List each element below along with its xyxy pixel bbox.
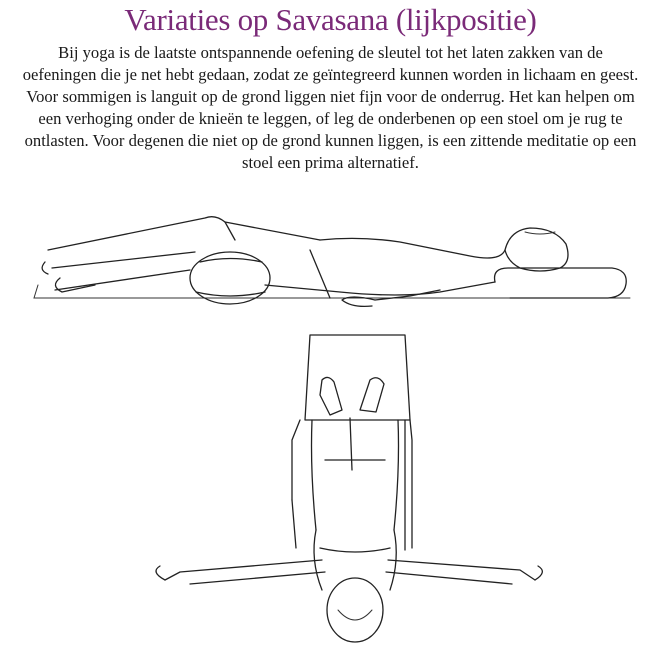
page-title: Variaties op Savasana (lijkpositie) [124,2,537,37]
intro-paragraph: Bij yoga is de laatste ontspannende oefening de sleutel tot het laten zakken van de oefeningen die je net hebt gedaan, zodat ze geïntegreerd kunnen worden in lichaam en geest. Voor sommigen is languit op de grond liggen niet fijn voor de onderrug. Het kan helpen om een verhoging onder de knieën te leggen, of leg de onderbenen op een stoel om je rug te ontlasten. Voor degenen die niet op de grond kunnen liggen, is een zittende meditatie op een stoel een prima alternatief. [22,43,639,172]
